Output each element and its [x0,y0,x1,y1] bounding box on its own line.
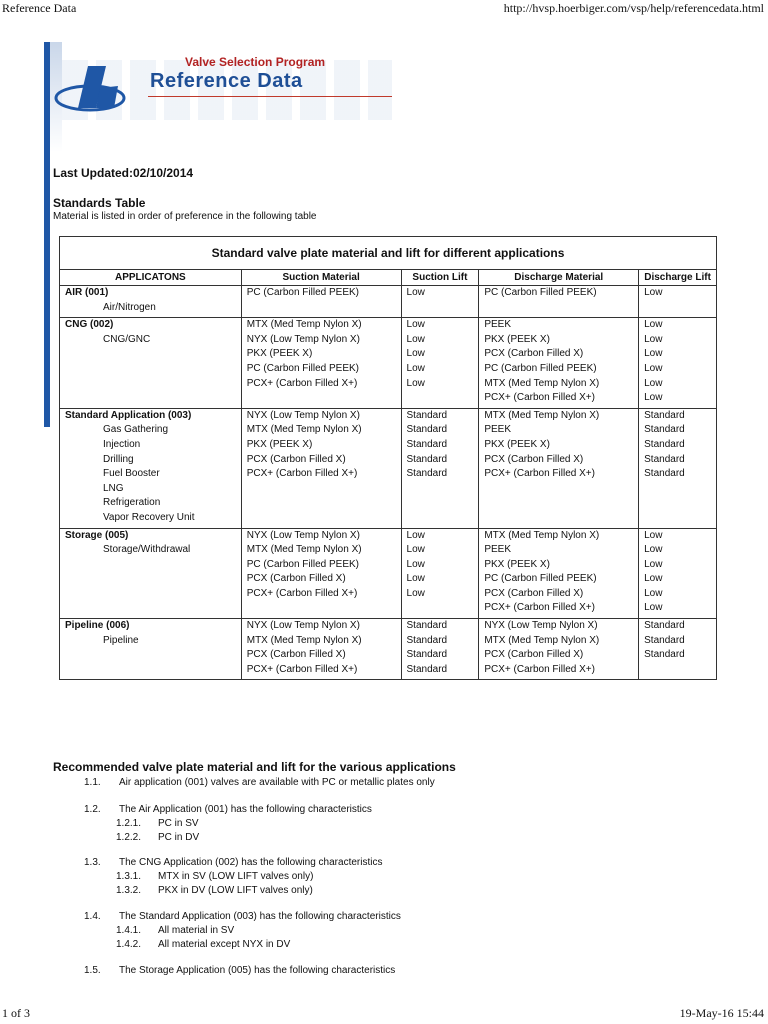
standards-title: Standards Table [53,196,146,210]
list-item-text: PC in SV [158,818,199,829]
list-item-number: 1.2.1. [116,818,142,829]
cell-value: MTX (Med Temp Nylon X) [484,377,600,389]
cell-value: Low [644,602,663,614]
cell-value: PCX+ (Carbon Filled X+) [484,468,595,480]
list-item [116,925,234,936]
cell-value: Standard [644,409,685,421]
banner-rule [148,96,392,97]
cell-value: Low [406,333,425,345]
cell-value: Standard [406,663,448,675]
cell-value: Low [406,377,425,389]
cell-value: PKX (PEEK X) [484,438,550,450]
suction-material-cell [241,318,401,409]
cell-value: Low [406,573,425,585]
list-item-text: All material in SV [158,925,235,936]
cell-value: PC (Carbon Filled PEEK) [246,558,359,570]
list-item [116,818,199,829]
cell-value: NYX (Low Temp Nylon X) [246,409,360,421]
standards-subtitle: Material is listed in order of preference in the following table [53,211,317,222]
application-subitem: Vapor Recovery Unit [103,511,195,523]
cell-value: PCX+ (Carbon Filled X+) [484,392,595,404]
cell-value: PC (Carbon Filled PEEK) [484,362,597,374]
print-header-url: http://hvsp.hoerbiger.com/vsp/help/referencedata.html [503,1,764,15]
cell-value: NYX (Low Temp Nylon X) [246,620,360,632]
cell-value: Low [406,287,425,298]
discharge-material-cell [479,619,639,680]
list-item-text: The Storage Application (005) has the following characteristics [119,965,396,976]
cell-value: Low [644,573,663,585]
cell-value: Standard [644,649,685,661]
cell-value: Standard [644,634,685,646]
cell-value: Standard [406,620,448,632]
application-cell [60,318,242,409]
banner-blue-bar [44,42,50,427]
list-item [84,857,382,868]
list-item-text: Air application (001) valves are available with PC or metallic plates only [119,777,435,788]
list-item-text: The CNG Application (002) has the following characteristics [119,857,383,868]
list-item [116,832,199,843]
discharge-material-cell [479,286,639,318]
list-item-number: 1.3. [84,857,101,868]
cell-value: Standard [406,649,448,661]
list-item-text: All material except NYX in DV [158,939,291,950]
cell-value: Low [406,587,425,599]
application-subitem: LNG [103,482,124,494]
list-item [116,885,313,896]
cell-value: PCX+ (Carbon Filled X+) [246,587,358,599]
program-name: Valve Selection Program [185,55,326,69]
list-item [84,965,395,976]
cell-value: PEEK [484,544,512,556]
cell-value: PC (Carbon Filled PEEK) [484,573,597,585]
application-cell [60,286,242,318]
cell-value: Low [644,348,663,360]
cell-value: PCX+ (Carbon Filled X+) [246,468,358,480]
cell-value: Low [406,362,425,374]
cell-value: Low [644,529,663,541]
cell-value: PCX+ (Carbon Filled X+) [484,602,595,614]
banner-title: Reference Data [150,70,303,92]
list-item-number: 1.2. [84,804,101,815]
cell-value: Standard [406,424,448,436]
cell-value: PC (Carbon Filled PEEK) [484,287,597,298]
application-subitem: Drilling [103,453,134,465]
list-item-text: The Air Application (001) has the following characteristics [119,804,372,815]
cell-value: Standard [644,438,685,450]
suction-material-cell [241,286,401,318]
cell-value: Low [644,287,663,298]
cell-value: Low [644,558,663,570]
page-number: 1 of 3 [2,1006,30,1020]
list-item [116,939,290,950]
discharge-material-cell [479,318,639,409]
cell-value: Standard [406,468,448,480]
cell-value: Low [644,544,663,556]
table-row [60,286,717,318]
cell-value: NYX (Low Temp Nylon X) [484,620,598,632]
list-item-number: 1.4. [84,911,101,922]
cell-value: PKX (PEEK X) [484,558,550,570]
suction-material-cell [241,528,401,619]
cell-value: Low [406,558,425,570]
list-item-text: MTX in SV (LOW LIFT valves only) [158,871,314,882]
cell-value: Low [406,529,425,541]
list-item [84,777,435,788]
cell-value: PCX (Carbon Filled X) [246,573,346,585]
cell-value: PKX (PEEK X) [246,348,313,360]
suction-lift-cell [401,286,479,318]
cell-value: Low [644,377,663,389]
cell-value: Low [406,319,425,331]
application-subitem: Air/Nitrogen [103,301,156,313]
application-name: AIR (001) [65,287,109,298]
discharge-lift-cell [639,286,717,318]
suction-material-cell [241,408,401,528]
cell-value: PEEK [484,424,512,436]
application-subitem: Fuel Booster [103,468,160,480]
cell-value: Standard [644,468,685,480]
application-subitem: Gas Gathering [103,424,169,436]
cell-value: Standard [406,453,448,465]
cell-value: PC (Carbon Filled PEEK) [246,362,359,374]
cell-value: PCX (Carbon Filled X) [484,453,584,465]
application-name: Standard Application (003) [65,409,192,421]
discharge-material-cell [479,408,639,528]
table-row [60,619,717,680]
suction-lift-cell [401,528,479,619]
discharge-lift-cell [639,619,717,680]
cell-value: Low [644,333,663,345]
cell-value: Standard [644,620,685,632]
list-item-number: 1.3.1. [116,871,142,882]
cell-value: PCX (Carbon Filled X) [484,649,584,661]
cell-value: Standard [406,409,448,421]
column-header: Suction Lift [401,270,479,286]
cell-value: PKX (PEEK X) [484,333,550,345]
list-item-text: PC in DV [158,832,200,843]
application-subitem: Pipeline [103,634,139,646]
print-header-title: Reference Data [2,1,77,15]
table-caption: Standard valve plate material and lift for different applications [60,237,717,270]
cell-value: MTX (Med Temp Nylon X) [246,544,362,556]
list-item-number: 1.5. [84,965,101,976]
cell-value: Standard [406,438,448,450]
suction-lift-cell [401,318,479,409]
list-item-number: 1.2.2. [116,832,142,843]
application-cell [60,619,242,680]
hoerbiger-logo-icon [52,64,142,116]
column-header: Discharge Lift [639,270,717,286]
application-name: CNG (002) [65,319,114,331]
table-row [60,408,717,528]
cell-value: NYX (Low Temp Nylon X) [246,529,360,541]
list-item-number: 1.4.2. [116,939,142,950]
discharge-lift-cell [639,408,717,528]
list-item [84,804,372,815]
cell-value: PEEK [484,319,512,331]
column-header: APPLICATONS [60,270,242,286]
print-datetime: 19-May-16 15:44 [679,1006,764,1020]
application-cell [60,528,242,619]
standards-table [59,236,717,680]
application-cell [60,408,242,528]
column-header: Discharge Material [479,270,639,286]
cell-value: PCX+ (Carbon Filled X+) [246,377,358,389]
cell-value: NYX (Low Temp Nylon X) [246,333,360,345]
cell-value: MTX (Med Temp Nylon X) [484,409,600,421]
cell-value: PCX (Carbon Filled X) [246,453,346,465]
column-header: Suction Material [241,270,401,286]
cell-value: MTX (Med Temp Nylon X) [246,424,362,436]
cell-value: Low [406,348,425,360]
cell-value: PC (Carbon Filled PEEK) [246,287,359,298]
list-item-number: 1.3.2. [116,885,142,896]
application-subitem: Refrigeration [103,497,161,509]
cell-value: Low [644,587,663,599]
cell-value: PCX+ (Carbon Filled X+) [246,663,358,675]
cell-value: MTX (Med Temp Nylon X) [484,634,600,646]
discharge-material-cell [479,528,639,619]
cell-value: MTX (Med Temp Nylon X) [484,529,600,541]
recommended-title: Recommended valve plate material and lift for the various applications [53,760,456,774]
list-item [84,911,401,922]
discharge-lift-cell [639,318,717,409]
application-name: Pipeline (006) [65,620,130,632]
table-row [60,318,717,409]
cell-value: Standard [406,634,448,646]
list-item [116,871,313,882]
cell-value: MTX (Med Temp Nylon X) [246,319,362,331]
cell-value: Standard [644,424,685,436]
print-footer [0,1006,768,1024]
suction-lift-cell [401,408,479,528]
cell-value: PCX (Carbon Filled X) [484,348,584,360]
list-item-text: PKX in DV (LOW LIFT valves only) [158,885,313,896]
cell-value: PKX (PEEK X) [246,438,313,450]
last-updated: Last Updated:02/10/2014 [53,166,194,180]
cell-value: Low [644,392,663,404]
discharge-lift-cell [639,528,717,619]
print-header [0,0,768,18]
cell-value: Standard [644,453,685,465]
table-row [60,528,717,619]
suction-lift-cell [401,619,479,680]
list-item-number: 1.4.1. [116,925,142,936]
application-subitem: Injection [103,438,141,450]
cell-value: PCX (Carbon Filled X) [246,649,346,661]
application-name: Storage (005) [65,529,129,541]
suction-material-cell [241,619,401,680]
list-item-text: The Standard Application (003) has the following characteristics [119,911,401,922]
cell-value: PCX+ (Carbon Filled X+) [484,663,595,675]
list-item-number: 1.1. [84,777,101,788]
cell-value: Low [406,544,425,556]
application-subitem: Storage/Withdrawal [103,544,191,556]
application-subitem: CNG/GNC [103,333,151,345]
cell-value: MTX (Med Temp Nylon X) [246,634,362,646]
table-header-row [60,270,717,286]
cell-value: PCX (Carbon Filled X) [484,587,584,599]
cell-value: Low [644,319,663,331]
cell-value: Low [644,362,663,374]
